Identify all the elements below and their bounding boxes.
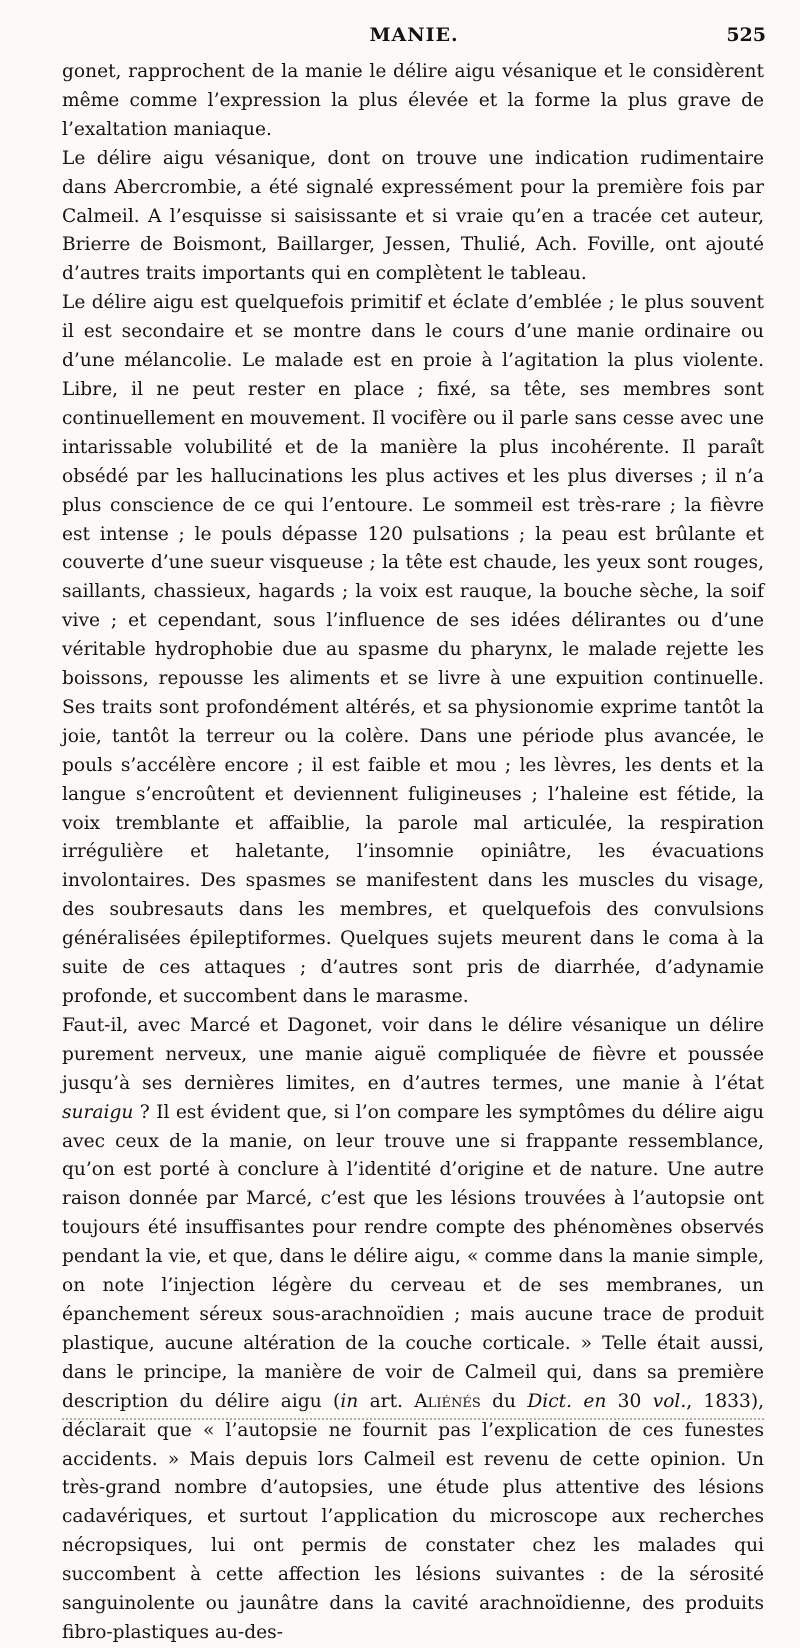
text-segment: Dict. en [527,1390,607,1412]
text-segment: art. [358,1390,415,1412]
text-segment: Le délire aigu vésanique, dont on trouve une indication rudimentaire dans Abercrombie, a été signalé expressément pour la première fois par Calmeil. A l’esquisse si saisissante et si vraie qu’en a tracée cet auteur, Brierre de Boismont, Baillarger, Jessen, Thulié, Ach. Foville, ont ajouté d’autres traits importants qui en complètent le tableau. [62,147,764,285]
paragraph-1 [62,58,764,145]
text-segment: vol. [652,1390,687,1412]
paragraph-2 [62,145,764,290]
text-segment: gonet, rapprochent de la manie le délire aigu vésanique et le considèrent même comme l’expression la plus élevée et la forme la plus grave de l’exaltation maniaque. [62,61,764,140]
paragraph-4 [62,1012,764,1648]
text-segment: du [480,1390,528,1412]
paragraph-3 [62,289,764,1012]
text-segment: , 1833), déclarait que « l’autopsie ne fournit pas l’explication de ces funestes accidents. » Mais depuis lors Calmeil est revenu de cette opinion. Un très-grand nombre d’autopsies, une étude plus attentive des lésions cadavériques, et surtout l’application du microscope aux recherches nécropsiques, lui ont permis de constater chez les malades qui succombent à cette affection les lésions suivantes : de la sérosité sanguinolente ou jaunâtre dans la cavité arachnoïdienne, des produits fibro-plastiques au-des- [62,1390,764,1643]
text-segment: suraigu [62,1101,134,1123]
page-header [62,24,766,54]
text-segment: 30 [606,1390,653,1412]
text-segment: ? Il est évident que, si l’on compare les symptômes du délire aigu avec ceux de la manie, on leur trouve une si frappante ressemblance, qu’on est porté à conclure à l’identité d’origine et de nature. Une autre raison donnée par Marcé, c’est que les lésions trouvées à l’autopsie ont toujours été insuffisantes pour rendre compte des phénomènes observés pendant la vie, et que, dans le délire aigu, « comme dans la manie simple, on note l’injection légère du cerveau et de ses membranes, un épanchement séreux sous-arachnoïdien ; mais aucune trace de produit plastique, aucune altération de la couche corticale. » Telle était aussi, dans le principe, la manière de voir de Calmeil qui, dans sa première description du délire aigu ( [62,1101,764,1412]
text-segment: Faut-il, avec Marcé et Dagonet, voir dans le délire vésanique un délire purement nerveux, une manie aiguë compliquée de fièvre et poussée jusqu’à ses dernières limites, en d’autres termes, une manie à l’état [62,1014,764,1094]
body-text [62,58,764,1648]
text-segment: Aliénés [414,1390,481,1412]
bottom-rule [62,1418,764,1420]
running-head: MANIE. [369,24,459,46]
page-number: 525 [726,24,766,46]
text-segment: Le délire aigu est quelquefois primitif et éclate d’emblée ; le plus souvent il est secondaire et se montre dans le cours d’une manie ordinaire ou d’une mélancolie. Le malade est en proie à l’agitation la plus violente. Libre, il ne peut rester en place ; fixé, sa tête, ses membres sont continuellement en mouvement. Il vocifère ou il parle sans cesse avec une intarissable volubilité et de la manière la plus incohérente. Il paraît obsédé par les hallucinations les plus actives et les plus diverses ; il n’a plus conscience de ce qui l’entoure. Le sommeil est très-rare ; la fièvre est intense ; le pouls dépasse 120 pulsations ; la peau est brûlante et couverte d’une sueur visqueuse ; la tête est chaude, les yeux sont rouges, saillants, chassieux, hagards ; la voix est rauque, la bouche sèche, la soif vive ; et cependant, sous l’influence de ses idées délirantes ou d’une véritable hydrophobie due au spasme du pharynx, le malade rejette les boissons, repousse les aliments et se livre à une expuition continuelle. Ses traits sont profondément altérés, et sa physionomie exprime tantôt la joie, tantôt la terreur ou la colère. Dans une période plus avancée, le pouls s’accélère encore ; il est faible et mou ; les lèvres, les dents et la langue s’encroûtent et deviennent fuligineuses ; l’haleine est fétide, la voix tremblante et affaiblie, la parole mal articulée, la respiration irrégulière et haletante, l’insomnie opiniâtre, les évacuations involontaires. Des spasmes se manifestent dans les muscles du visage, des soubresauts dans les membres, et quelquefois des convulsions généralisées épileptiformes. Quelques sujets meurent dans le coma à la suite de ces attaques ; d’autres sont pris de diarrhée, d’adynamie profonde, et succombent dans le marasme. [62,292,764,1007]
text-segment: in [340,1390,359,1412]
